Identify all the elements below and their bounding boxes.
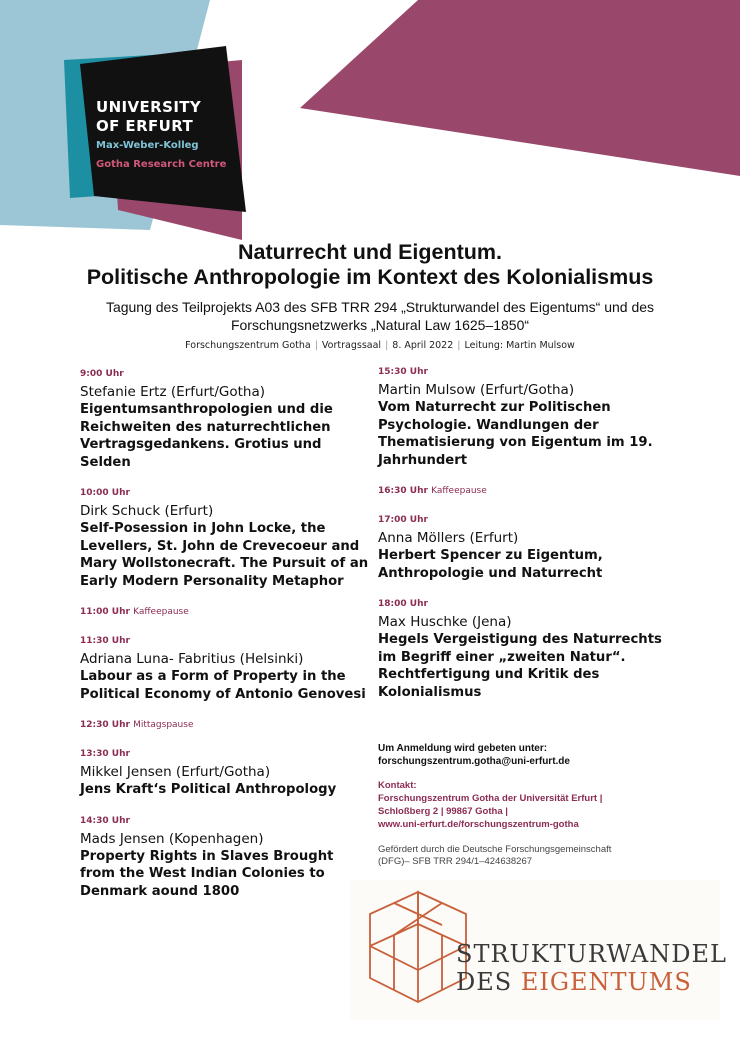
break-label: Mittagspause <box>133 720 194 730</box>
break-slot <box>378 485 668 497</box>
schedule-slot <box>80 815 370 901</box>
schedule-slot <box>378 598 668 701</box>
contact-block <box>378 779 602 831</box>
funding-line-1: Gefördert durch die Deutsche Forschungsgemeinschaft <box>378 844 612 855</box>
logo-line-university: UNIVERSITY <box>96 98 202 116</box>
schedule-slot <box>80 487 370 590</box>
break-slot <box>80 719 370 731</box>
meta-lead: Leitung: Martin Mulsow <box>464 340 575 351</box>
slot-speaker: Mikkel Jensen (Erfurt/Gotha) <box>80 764 271 780</box>
slot-time: 14:30 Uhr <box>80 815 130 826</box>
plum-shape-top-right <box>300 0 740 176</box>
slot-talk-title: Herbert Spencer zu Eigentum, Anthropologie und Naturrecht <box>378 548 603 581</box>
subtitle-line-2: Forschungsnetzwerks „Natural Law 1625–1850“ <box>230 317 530 333</box>
subtitle <box>60 298 700 334</box>
schedule-slot <box>80 748 370 799</box>
slot-talk-title: Property Rights in Slaves Brought from the West Indian Colonies to Denmark aound 1800 <box>80 848 334 899</box>
slot-talk-title: Jens Kraft‘s Political Anthropology <box>80 782 337 797</box>
contact-institution: Forschungszentrum Gotha der Universität Erfurt | <box>378 793 603 804</box>
page-title <box>0 240 740 290</box>
subtitle-line-1: Tagung des Teilprojekts A03 des SFB TRR 294 „Strukturwandel des Eigentums“ und des <box>105 299 655 315</box>
meta-venue: Forschungszentrum Gotha <box>185 340 311 351</box>
slot-talk-title: Hegels Vergeistigung des Naturrechts im Begriff einer „zweiten Natur“. Rechtfertigung und Kritik des Kolonialismus <box>378 632 662 700</box>
registration-text: Um Anmeldung wird gebeten unter: <box>378 743 548 754</box>
slot-talk-title: Vom Naturrecht zur Politischen Psychologie. Wandlungen der Thematisierung von Eigentum im 19. Jahrhundert <box>378 400 653 468</box>
contact-address: Schloßberg 2 | 99867 Gotha | <box>378 806 508 817</box>
break-time: 11:00 Uhr <box>80 607 130 617</box>
slot-talk-title: Self-Posession in John Locke, the Levellers, St. John de Crevecoeur and Mary Wollstonecraft. The Pursuit of an Early Modern Personality Metaphor <box>80 521 369 589</box>
slot-speaker: Anna Möllers (Erfurt) <box>378 530 519 546</box>
funding-note <box>378 844 611 868</box>
registration-email-link[interactable]: forschungszentrum.gotha@uni-erfurt.de <box>378 756 570 767</box>
slot-time: 13:30 Uhr <box>80 749 130 759</box>
slot-time: 10:00 Uhr <box>80 488 130 498</box>
schedule-right-column <box>378 366 668 717</box>
university-logo[interactable] <box>68 48 244 212</box>
wordmark-line-1: STRUKTURWANDEL <box>456 940 727 968</box>
break-label: Kaffeepause <box>431 486 487 496</box>
slot-time: 15:30 Uhr <box>378 367 428 377</box>
meta-date: 8. April 2022 <box>392 340 454 351</box>
schedule-left-column <box>80 368 370 916</box>
slot-speaker: Adriana Luna- Fabritius (Helsinki) <box>80 651 304 667</box>
project-wordmark <box>456 940 727 996</box>
schedule-slot <box>378 366 668 469</box>
slot-speaker: Martin Mulsow (Erfurt/Gotha) <box>378 382 575 398</box>
slot-speaker: Mads Jensen (Kopenhagen) <box>80 830 264 847</box>
break-time: 16:30 Uhr <box>378 486 428 496</box>
slot-time: 17:00 Uhr <box>378 515 428 525</box>
slot-talk-title: Eigentumsanthropologien und die Reichweiten des naturrechtlichen Vertragsgedankens. Grotius und Selden <box>80 402 333 470</box>
logo-line-of-erfurt: OF ERFURT <box>96 117 194 135</box>
schedule-slot <box>378 514 668 582</box>
slot-speaker: Stefanie Ertz (Erfurt/Gotha) <box>80 384 266 400</box>
meta-room: Vortragssaal <box>321 340 382 351</box>
registration-note <box>378 742 570 768</box>
break-slot <box>80 606 370 618</box>
wordmark-eigentums: EIGENTUMS <box>520 968 692 996</box>
event-meta: Forschungszentrum Gotha | Vortragssaal | 8. April 2022 | Leitung: Martin Mulsow <box>185 340 575 351</box>
wordmark-des: DES <box>456 968 521 996</box>
title-line-1: Naturrecht und Eigentum. <box>238 240 502 264</box>
slot-time: 11:30 Uhr <box>80 636 130 646</box>
break-label: Kaffeepause <box>133 607 189 617</box>
contact-website-link[interactable]: www.uni-erfurt.de/forschungszentrum-gotha <box>378 819 579 830</box>
schedule-slot <box>80 368 370 471</box>
schedule-slot <box>80 635 370 703</box>
logo-wordmark <box>96 98 201 136</box>
contact-label: Kontakt: <box>378 780 417 791</box>
break-time: 12:30 Uhr <box>80 720 130 730</box>
slot-speaker: Dirk Schuck (Erfurt) <box>80 503 214 519</box>
funding-line-2: (DFG)– SFB TRR 294/1–424638267 <box>378 856 533 867</box>
slot-time: 18:00 Uhr <box>378 599 428 609</box>
title-line-2: Politische Anthropologie im Kontext des Kolonialismus <box>86 265 654 289</box>
logo-max-weber-kolleg: Max-Weber-Kolleg <box>96 140 199 151</box>
slot-time: 9:00 Uhr <box>80 369 124 379</box>
slot-speaker: Max Huschke (Jena) <box>378 614 512 630</box>
slot-talk-title: Labour as a Form of Property in the Political Economy of Antonio Genovesi <box>80 669 366 702</box>
logo-gotha-research-centre: Gotha Research Centre <box>96 159 227 170</box>
